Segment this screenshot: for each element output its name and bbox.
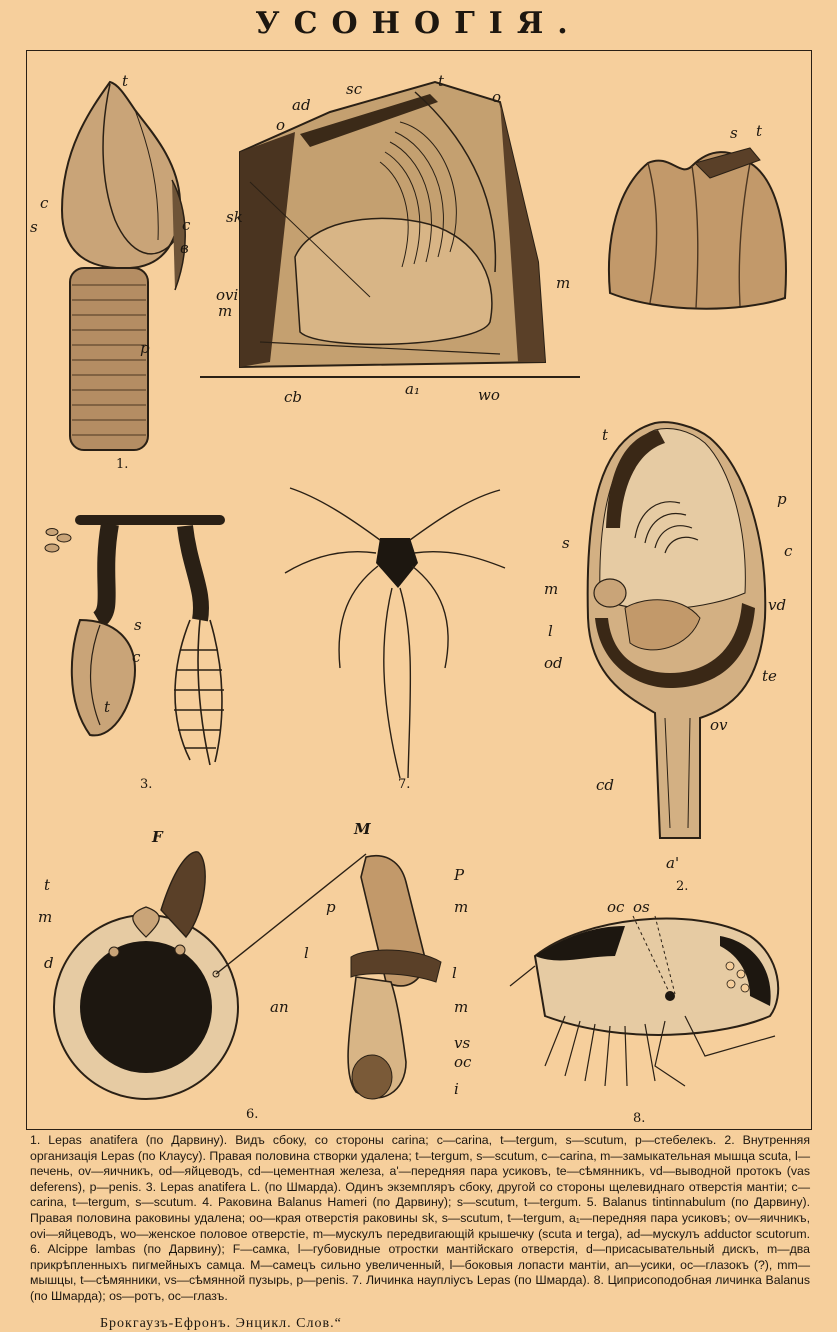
fig6-label-P: P xyxy=(454,866,465,884)
fig1-label-t: t xyxy=(122,72,129,90)
fig6-label-m2: m xyxy=(454,898,469,916)
fig3-label-s: s xyxy=(134,616,142,634)
figure-7-nauplius xyxy=(280,478,510,798)
fig1-label-s: s xyxy=(30,218,38,236)
fig3-label-c: c xyxy=(132,648,141,666)
fig2-label-t: t xyxy=(602,426,609,444)
fig5-label-sk: sk xyxy=(226,208,243,226)
figure-8-cypris xyxy=(505,896,805,1126)
fig5-label-ad: ad xyxy=(292,96,311,114)
fig6-label-F: F xyxy=(152,828,163,846)
fig1-label-v: в xyxy=(180,239,189,257)
fig1-label-c: c xyxy=(40,194,49,212)
fig5-label-ovi: ovi xyxy=(216,286,239,304)
fig6-label-vs: vs xyxy=(454,1034,471,1052)
page-title: УСОНОГІЯ. xyxy=(255,6,582,41)
fig3-label-t: t xyxy=(104,698,111,716)
fig3-number: 3. xyxy=(140,777,153,792)
caption-text: 1. Lepas anatifera (по Дарвину). Видъ сбоку, со стороны carina; c—carina, t—tergum, s—scutum, p—стебелекъ. 2. Внутренняя организація Lepas (по Клаусу). Правая половина створки удалена; t—tergum, s—scutum, c—carina, m—замыкательная мышца scuta, l—печень, ov—яичникъ, od—яйцеводъ, cd—цементная железа, a'—передняя пара усиковъ, te—сѣмянникъ, vd—выводной протокъ (vas deferens), p—penis. 3. Lepas anatifera L. (по Шмарда). Одинъ экземпляръ сбоку, другой со стороны щелевиднаго отверстія мантіи; c—carina, t—tergum, s—scutum. 4. Раковина Balanus Hameri (по Дарвину); s—scutum, t—tergum. 5. Balanus tintinnabulum (по Дарвину). Правая половина раковины удалена; oo—края отверстія раковины sk, s—scutum, t—tergum, a₁—передняя пара усиковъ; ov—яичникъ, ovi—яйцеводъ, wo—женское половое отверстіе, m—мускулъ передвигающій крышечку (scuta и terga), ad—мускулъ adductor scutorum. 6. Alcippe lambas (по Дарвину); F—самка, l—губовидные отростки мантійскаго отверстія, d—присасывательный дискъ, m—два прикрѣпленныхъ пигмейныхъ самца. M—самецъ сильно увеличенный, l—боковыя лопасти мантіи, an—усики, oc—глазокъ (?), mm—мышцы, t—сѣмянники, vs—сѣмянной пузырь, p—penis. 7. Личинка наупліусъ Lepas (по Шмарда). 8. Циприсоподобная личинка Balanus (по Шмарда); os—ротъ, oc—глазъ. xyxy=(30,1133,810,1303)
fig2-label-s: s xyxy=(562,534,570,552)
fig2-label-l: l xyxy=(548,622,553,640)
fig5-label-t: t xyxy=(438,72,445,90)
fig6-label-d: d xyxy=(44,954,54,972)
fig1-number: 1. xyxy=(116,457,129,472)
fig6-label-i: i xyxy=(454,1080,459,1098)
fig6-label-t: t xyxy=(44,876,51,894)
figure-2-lepas-internal xyxy=(540,418,800,893)
fig2-label-p: p xyxy=(777,490,787,508)
fig6-label-an: an xyxy=(270,998,289,1016)
fig4-label-s: s xyxy=(730,124,738,142)
fig1-label-p: p xyxy=(140,339,150,357)
fig2-label-te: te xyxy=(762,667,777,685)
fig5-label-m: m xyxy=(218,302,233,320)
fig6-label-m3: m xyxy=(454,998,469,1016)
fig8-label-os: os xyxy=(633,898,650,916)
fig5-label-a1: a₁ xyxy=(405,380,420,398)
fig5-label-wo: wo xyxy=(478,386,500,404)
fig5-label-sc: sc xyxy=(346,80,363,98)
fig6-label-m: m xyxy=(38,908,53,926)
fig2-label-m: m xyxy=(544,580,559,598)
figure-1-lepas xyxy=(30,70,200,480)
fig2-label-vd: vd xyxy=(768,596,787,614)
fig2-label-od: od xyxy=(544,654,563,672)
fig2-label-cd: cd xyxy=(596,776,615,794)
fig8-number: 8. xyxy=(633,1111,646,1126)
figure-5-balanus-section xyxy=(200,72,580,406)
fig6-label-l: l xyxy=(304,944,309,962)
fig2-label-c: c xyxy=(784,542,793,560)
fig5-label-o: o xyxy=(276,116,286,134)
figure-6-alcippe xyxy=(36,822,506,1124)
fig2-label-a: a' xyxy=(666,854,680,872)
publisher-footer: Брокгаузъ-Ефронъ. Энцикл. Слов.“ xyxy=(100,1316,342,1331)
fig6-label-p: p xyxy=(326,898,336,916)
fig4-label-t: t xyxy=(756,122,763,140)
fig7-number: 7. xyxy=(398,777,411,792)
fig5-label-o2: o xyxy=(492,88,502,106)
fig8-label-oc: oc xyxy=(607,898,625,916)
figure-3-lepas-pair xyxy=(40,500,240,790)
fig5-label-m2: m xyxy=(556,274,571,292)
fig2-number: 2. xyxy=(676,879,689,894)
fig5-label-cb: cb xyxy=(284,388,303,406)
figure-4-balanus-shell xyxy=(600,118,800,318)
figure-caption xyxy=(30,1133,810,1305)
fig6-label-oc: oc xyxy=(454,1053,472,1071)
fig1-label-c2: c xyxy=(182,216,191,234)
fig6-number: 6. xyxy=(246,1107,259,1122)
fig6-label-l2: l xyxy=(452,964,457,982)
fig6-label-M: M xyxy=(354,820,371,838)
fig2-label-ov: ov xyxy=(710,716,728,734)
